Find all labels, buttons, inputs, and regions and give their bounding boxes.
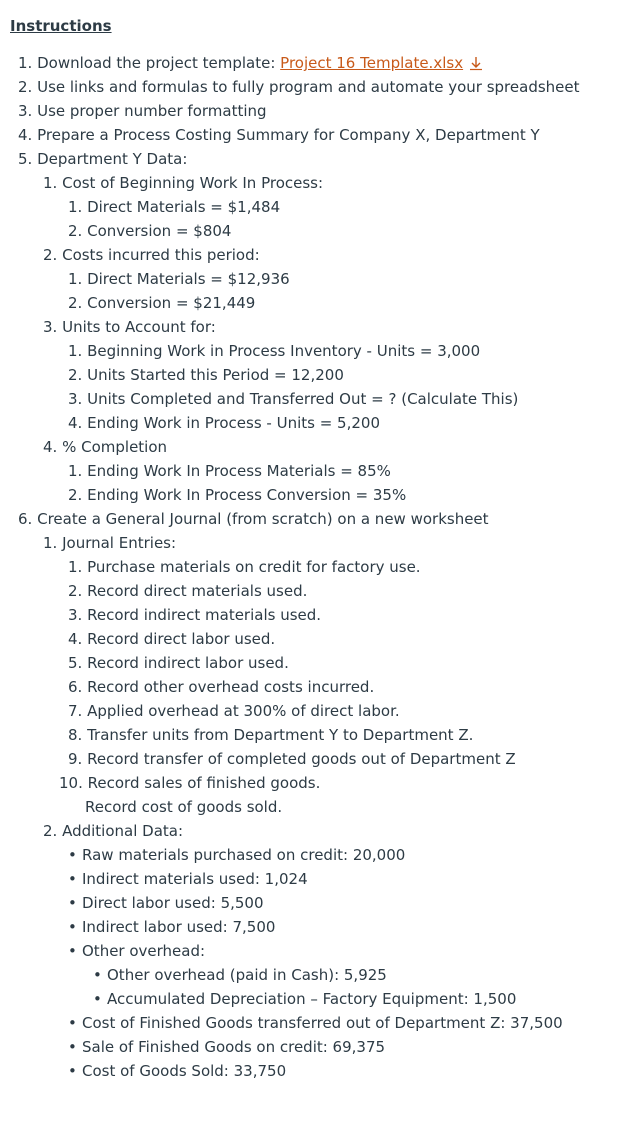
list-item-5-2-2-text: Conversion = $21,449	[87, 294, 256, 312]
bullet-item	[68, 1059, 286, 1083]
journal-entry-4: 4. Record direct labor used.	[68, 630, 276, 648]
list-item-5-3-2: 2. Units Started this Period = 12,200	[68, 366, 344, 384]
list-item-2-text: Use links and formulas to fully program and automate your spreadsheet	[37, 78, 580, 96]
list-item-5-4-2: 2. Ending Work In Process Conversion = 35%	[68, 486, 407, 504]
list-item-4-text: Prepare a Process Costing Summary for Company X, Department Y	[37, 126, 540, 144]
list-item-5-text: Department Y Data:	[37, 150, 188, 168]
list-item-5-1: 1. Cost of Beginning Work In Process:	[43, 174, 324, 192]
list-item-5-2-1: 1. Direct Materials = $12,936	[68, 270, 290, 288]
list-item-5-4-2-text: Ending Work In Process Conversion = 35%	[87, 486, 407, 504]
journal-entry-3-text: Record indirect materials used.	[87, 606, 322, 624]
instructions-heading: Instructions	[10, 17, 112, 35]
journal-entry-8: 8. Transfer units from Department Y to Department Z.	[68, 726, 474, 744]
bullet-item-text: Direct labor used: 5,500	[82, 894, 264, 912]
bullet-icon: •	[68, 942, 77, 960]
sub-bullet-item	[93, 987, 516, 1011]
journal-entry-10-continuation: Record cost of goods sold.	[85, 798, 283, 816]
journal-entry-1: 1. Purchase materials on credit for factory use.	[68, 558, 421, 576]
list-item-5-1-2-text: Conversion = $804	[87, 222, 232, 240]
list-item-3-text: Use proper number formatting	[37, 102, 267, 120]
download-icon[interactable]	[468, 54, 484, 70]
sub-bullet-item	[93, 963, 387, 987]
list-item-6-1: 1. Journal Entries:	[43, 534, 177, 552]
journal-entry-5: 5. Record indirect labor used.	[68, 654, 289, 672]
bullet-item-text: Indirect materials used: 1,024	[82, 870, 308, 888]
list-item-5-2-1-text: Direct Materials = $12,936	[87, 270, 290, 288]
bullet-item	[68, 891, 264, 915]
journal-entry-6: 6. Record other overhead costs incurred.	[68, 678, 375, 696]
bullet-item-text: Other overhead:	[82, 942, 206, 960]
bullet-item	[68, 915, 275, 939]
list-item-6-1-text: Journal Entries:	[62, 534, 177, 552]
list-item-5-3-2-text: Units Started this Period = 12,200	[87, 366, 344, 384]
bullet-icon: •	[68, 918, 77, 936]
journal-entry-9-text: Record transfer of completed goods out of Department Z	[87, 750, 516, 768]
list-item-5-2-2: 2. Conversion = $21,449	[68, 294, 256, 312]
list-item-1-text: Download the project template:	[37, 54, 281, 72]
bullet-icon: •	[68, 1014, 77, 1032]
sub-bullet-item-text: Other overhead (paid in Cash): 5,925	[107, 966, 387, 984]
list-item-5-2-text: Costs incurred this period:	[62, 246, 260, 264]
bullet-icon: •	[93, 966, 102, 984]
list-item-5-1-1-text: Direct Materials = $1,484	[87, 198, 281, 216]
list-item-5-3-3: 3. Units Completed and Transferred Out = ? (Calculate This)	[68, 390, 519, 408]
bullet-item-text: Indirect labor used: 7,500	[82, 918, 276, 936]
bullet-icon: •	[68, 894, 77, 912]
list-item-5-3-1: 1. Beginning Work in Process Inventory - Units = 3,000	[68, 342, 481, 360]
journal-entry-9: 9. Record transfer of completed goods out of Department Z	[68, 750, 516, 768]
bullet-icon: •	[68, 1062, 77, 1080]
list-item-3: 3. Use proper number formatting	[18, 102, 267, 120]
bullet-item	[68, 939, 205, 963]
list-item-5-3: 3. Units to Account for:	[43, 318, 216, 336]
list-item-5-2: 2. Costs incurred this period:	[43, 246, 260, 264]
bullet-item-text: Raw materials purchased on credit: 20,000	[82, 846, 406, 864]
list-item-4: 4. Prepare a Process Costing Summary for Company X, Department Y	[18, 126, 540, 144]
journal-entry-1-text: Purchase materials on credit for factory use.	[87, 558, 421, 576]
list-item-5-4-1-text: Ending Work In Process Materials = 85%	[87, 462, 391, 480]
project-template-link[interactable]: Project 16 Template.xlsx	[280, 54, 464, 72]
list-item-5: 5. Department Y Data:	[18, 150, 188, 168]
list-item-5-4: 4. % Completion	[43, 438, 168, 456]
list-item-5-1-2: 2. Conversion = $804	[68, 222, 232, 240]
bullet-icon: •	[68, 1038, 77, 1056]
list-item-5-3-text: Units to Account for:	[62, 318, 216, 336]
sub-bullet-item-text: Accumulated Depreciation – Factory Equipment: 1,500	[107, 990, 517, 1008]
list-item-6: 6. Create a General Journal (from scratch) on a new worksheet	[18, 510, 489, 528]
journal-entry-8-text: Transfer units from Department Y to Department Z.	[87, 726, 474, 744]
journal-entry-6-text: Record other overhead costs incurred.	[87, 678, 375, 696]
bullet-item	[68, 1011, 563, 1035]
bullet-item-text: Sale of Finished Goods on credit: 69,375	[82, 1038, 386, 1056]
bullet-item	[68, 867, 308, 891]
journal-entry-3: 3. Record indirect materials used.	[68, 606, 322, 624]
bullet-icon: •	[93, 990, 102, 1008]
list-item-5-4-1: 1. Ending Work In Process Materials = 85%	[68, 462, 391, 480]
list-item-5-3-1-text: Beginning Work in Process Inventory - Units = 3,000	[87, 342, 481, 360]
list-item-5-4-text: % Completion	[62, 438, 168, 456]
bullet-item	[68, 1035, 385, 1059]
list-item-6-2-text: Additional Data:	[62, 822, 184, 840]
bullet-item-text: Cost of Goods Sold: 33,750	[82, 1062, 287, 1080]
journal-entry-2-text: Record direct materials used.	[87, 582, 308, 600]
list-item-6-2: 2. Additional Data:	[43, 822, 184, 840]
journal-entry-4-text: Record direct labor used.	[87, 630, 276, 648]
list-item-2: 2. Use links and formulas to fully program and automate your spreadsheet	[18, 78, 580, 96]
list-item-5-3-3-text: Units Completed and Transferred Out = ? (Calculate This)	[87, 390, 519, 408]
list-item-1: 1. Download the project template: Project 16 Template.xlsx	[18, 51, 484, 75]
bullet-item-text: Cost of Finished Goods transferred out of Department Z: 37,500	[82, 1014, 563, 1032]
bullet-item	[68, 843, 405, 867]
bullet-icon: •	[68, 846, 77, 864]
journal-entry-10: 10. Record sales of finished goods.	[59, 774, 321, 792]
list-item-6-text: Create a General Journal (from scratch) on a new worksheet	[37, 510, 489, 528]
journal-entry-10-text: Record sales of finished goods.	[87, 774, 321, 792]
journal-entry-5-text: Record indirect labor used.	[87, 654, 289, 672]
journal-entry-2: 2. Record direct materials used.	[68, 582, 308, 600]
list-item-5-1-text: Cost of Beginning Work In Process:	[62, 174, 324, 192]
list-item-5-3-4: 4. Ending Work in Process - Units = 5,200	[68, 414, 381, 432]
list-item-5-1-1: 1. Direct Materials = $1,484	[68, 198, 281, 216]
bullet-icon: •	[68, 870, 77, 888]
journal-entry-7: 7. Applied overhead at 300% of direct labor.	[68, 702, 400, 720]
list-item-5-3-4-text: Ending Work in Process - Units = 5,200	[87, 414, 381, 432]
journal-entry-7-text: Applied overhead at 300% of direct labor.	[87, 702, 400, 720]
